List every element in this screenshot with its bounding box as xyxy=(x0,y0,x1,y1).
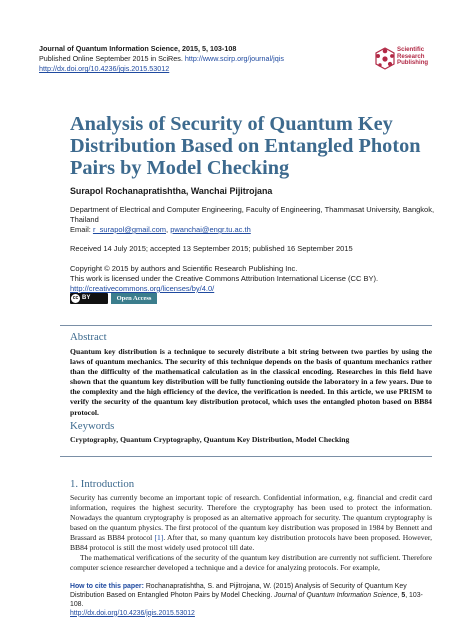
publication-dates: Received 14 July 2015; accepted 13 September 2015; published 16 September 2015 xyxy=(70,244,353,253)
cc-by-badge[interactable] xyxy=(70,293,108,304)
journal-url-link[interactable]: http://www.scirp.org/journal/jqis xyxy=(184,54,284,63)
open-access-badge: Open Access xyxy=(111,293,157,304)
intro-paragraph-2: The mathematical verifications of the security of the quantum key distribution are currently not sufficient. Therefore computer science researcher developed a technique and a device for analyzing protocols. For example, xyxy=(70,553,432,573)
how-to-cite-journal: Journal of Quantum Information Science xyxy=(274,591,398,599)
logo-line-1: Scientific xyxy=(397,46,425,53)
abstract-top-rule xyxy=(60,325,432,326)
citation-ref-1[interactable]: [1] xyxy=(154,533,164,543)
authors: Surapol Rochanapratishtha, Wanchai Pijitrojana xyxy=(70,186,273,196)
paper-title: Analysis of Security of Quantum Key Distribution Based on Entangled Photon Pairs by Model Checking xyxy=(70,113,421,179)
how-to-cite-pages: , 103-108. xyxy=(70,591,423,608)
intro-p1-text: Security has currently become an important topic of research. Confidential information, e.g. financial and credit card information, requires the highest security. Therefore the cryptography has been used to protect the information. Nowadays the quantum cryptography is proposed as an alternative approach for security. The quantum cryptography is based on the quantum physics. The first protocol of the quantum key distribution was proposed in 1984 by Bennett and Brassard as BB84 protocol xyxy=(70,493,432,543)
logo-line-2: Research xyxy=(397,52,425,60)
abstract-heading: Abstract xyxy=(70,331,107,343)
email-link-1[interactable]: r_surapol@gmail.com xyxy=(92,225,166,234)
introduction-body xyxy=(70,493,432,573)
journal-citation: Journal of Quantum Information Science, 2015, 5, 103-108 xyxy=(39,44,237,53)
how-to-cite-doi-link[interactable]: http://dx.doi.org/10.4236/jqis.2015.53012 xyxy=(70,609,195,617)
affiliation: Department of Electrical and Computer Engineering, Faculty of Engineering, Thammasat University, Bangkok, Thailand xyxy=(70,205,435,224)
published-line xyxy=(39,54,284,64)
how-to-cite: How to cite this paper: Rochanapratishtha, S. and Pijitrojana, W. (2015) Analysis of Security of Quantum Key Distribution Based on Entangled Photon Pairs by Model Checking. Journal of Quantum Information Science, 5, 103-108. http://dx.doi.org/10.4236/jqis.2015.53012 xyxy=(70,583,435,619)
publisher-logo-icon xyxy=(373,47,397,71)
how-to-cite-volume: 5 xyxy=(401,591,406,599)
header-doi-link[interactable]: http://dx.doi.org/10.4236/jqis.2015.53012 xyxy=(39,64,170,73)
publisher-logo-text xyxy=(397,47,428,67)
how-to-cite-label: How to cite this paper: xyxy=(70,583,144,590)
keywords-text: Cryptography, Quantum Cryptography, Quantum Key Distribution, Model Checking xyxy=(70,435,350,444)
creative-commons-icon: cc xyxy=(72,295,79,301)
email-separator: , xyxy=(166,225,169,234)
intro-paragraph-1 xyxy=(70,493,432,553)
copyright-block xyxy=(70,264,440,294)
abstract-text: Quantum key distribution is a technique to securely distribute a bit string between two parties by using the laws of quantum mechanics. The security of this technique depends on the basis of quantum mechanics rather than the difficulty of the mathematical calculation as in the classical encoding. Researches in this field have shown that the quantum key distribution will be fully functioning outside the laboratory in a few years. Due to the complexity and the high efficiency of the device, the verification is needed. In this article, we use PRISM to verify the security of the quantum key distribution protocol, which uses the entangled photon based on BB84 protocol. xyxy=(70,347,432,417)
keywords-heading: Keywords xyxy=(70,420,115,432)
published-text: Published Online September 2015 in SciRes. xyxy=(39,54,183,63)
license-url-link[interactable]: http://creativecommons.org/licenses/by/4.0/ xyxy=(70,284,215,293)
license-line: This work is licensed under the Creative Commons Attribution International License (CC BY). xyxy=(70,274,379,283)
email-link-2[interactable]: pwanchai@engr.tu.ac.th xyxy=(170,225,251,234)
introduction-heading: 1. Introduction xyxy=(70,478,135,490)
copyright-line: Copyright © 2015 by authors and Scientific Research Publishing Inc. xyxy=(70,264,298,273)
email-label: Email: xyxy=(70,225,91,234)
intro-p1-text-cont: . After that, so many quantum key distribution protocols have been proposed. However, BB84 protocol is still the most widely used protocol till date. xyxy=(70,533,432,553)
email-line xyxy=(70,225,251,234)
publisher-logo xyxy=(373,45,443,75)
how-to-cite-text: Rochanapratishtha, S. and Pijitrojana, W. (2015) Analysis of Security of Quantum Key Distribution Based on Entangled Photon Pairs by Model Checking. xyxy=(70,583,407,599)
cc-by-label: BY xyxy=(82,295,91,301)
keywords-bottom-rule xyxy=(60,456,432,457)
logo-line-3: Publishing xyxy=(397,59,429,67)
